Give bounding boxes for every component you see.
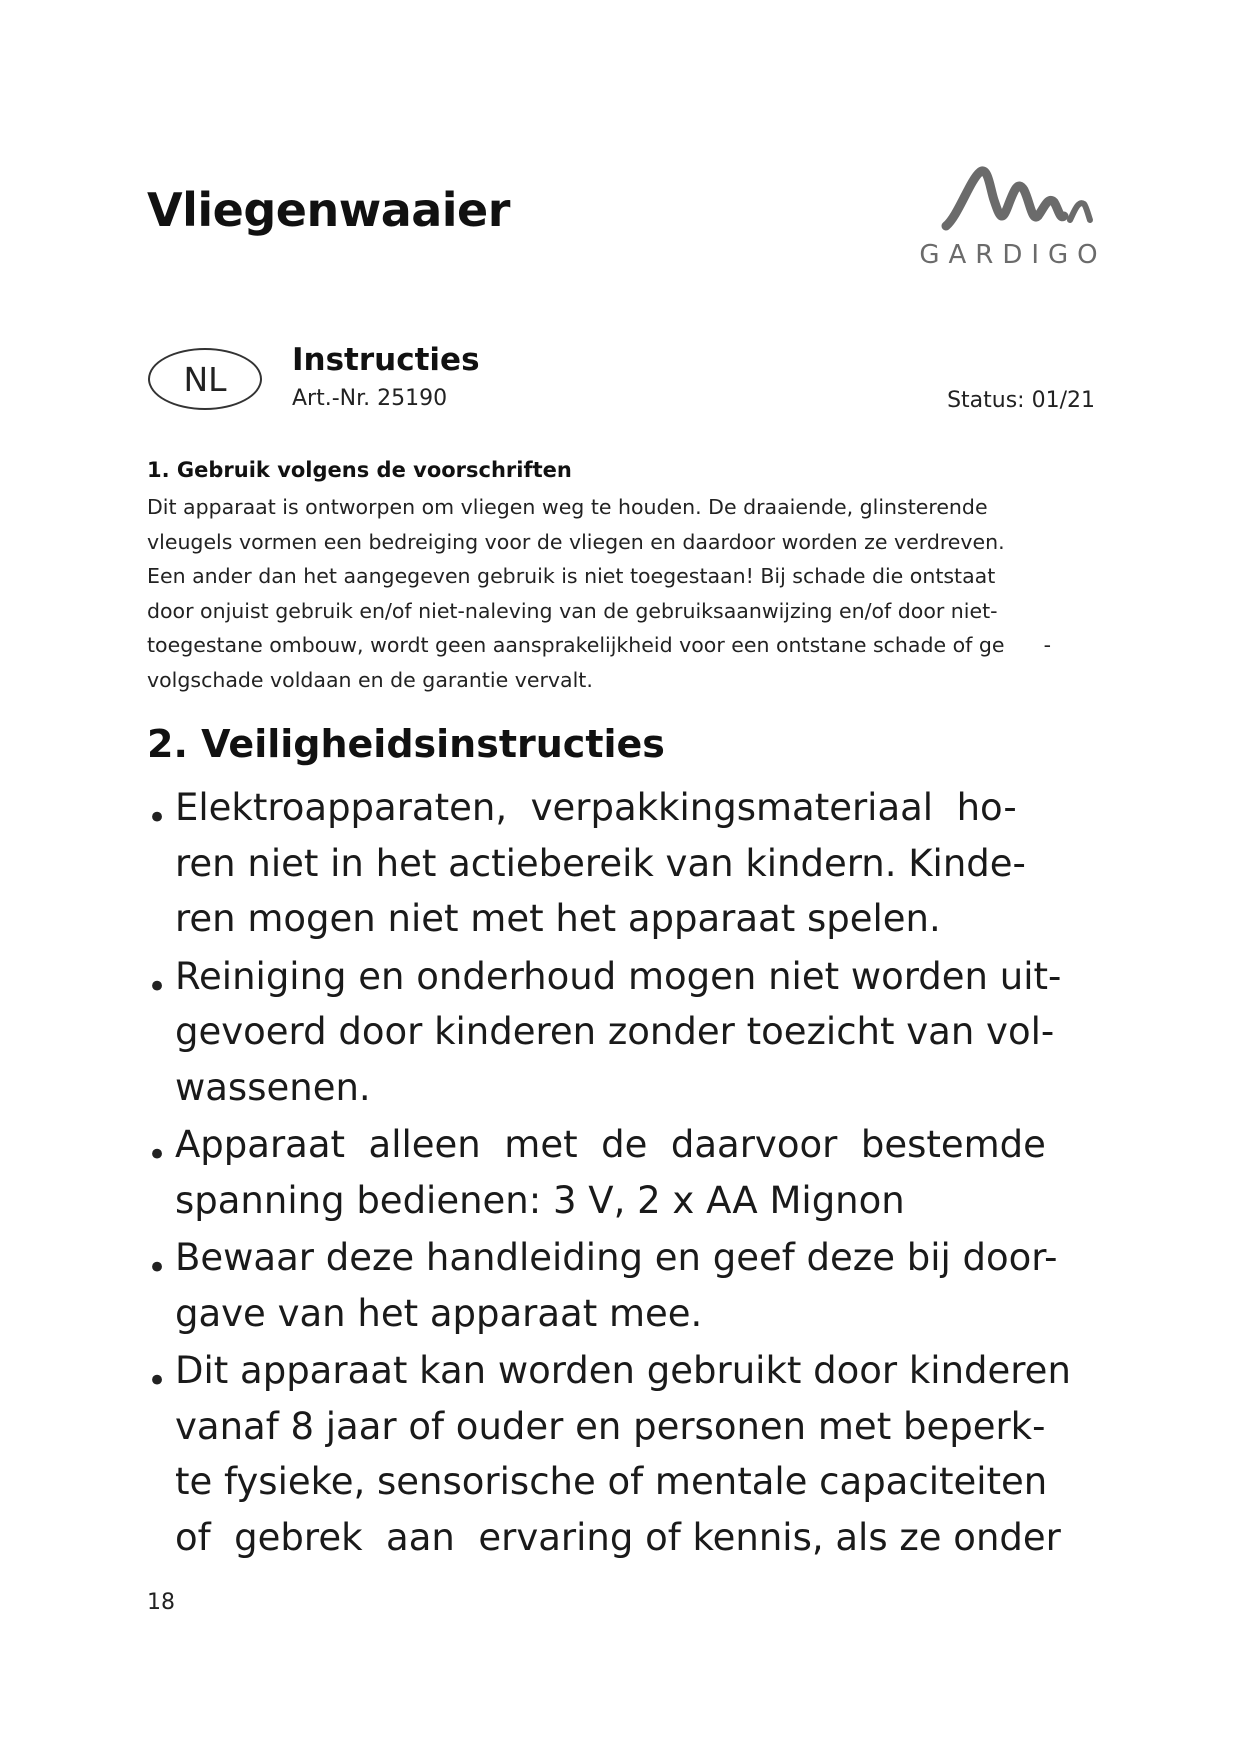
section-1-line: toegestane ombouw, wordt geen aansprakelijkheid voor een ontstane schade of ge -	[147, 633, 1052, 657]
list-item-line: Apparaat alleen met de daarvoor bestemde	[175, 1123, 1046, 1166]
bullet-icon: •	[147, 966, 168, 1007]
list-item-line: of gebrek aan ervaring of kennis, als ze onder	[175, 1515, 1061, 1559]
section-1-line: door onjuist gebruik en/of niet-naleving van de gebruiksaanwijzing en/of door niet-	[147, 598, 998, 623]
list-item-line: Bewaar deze handleiding en geef deze bij door-	[175, 1236, 1058, 1279]
language-badge: NL	[148, 348, 262, 410]
list-item-line: wassenen.	[175, 1065, 371, 1109]
list-item-line: Dit apparaat kan worden gebruikt door kinderen	[175, 1349, 1071, 1392]
section-1-line: volgschade voldaan en de garantie vervalt.	[147, 667, 593, 692]
section-1-line: Dit apparaat is ontworpen om vliegen weg te houden. De draaiende, glinsterende	[147, 495, 988, 519]
list-item-line: gevoerd door kinderen zonder toezicht van vol-	[175, 1010, 1055, 1053]
list-item-line: Elektroapparaten, verpakkingsmateriaal ho-	[175, 786, 1017, 829]
bullet-icon: •	[147, 1361, 168, 1401]
bullet-icon: •	[147, 798, 168, 838]
bullet-icon: •	[147, 1135, 168, 1175]
brand-name: GARDIGO	[919, 240, 1107, 270]
section-1-title: 1. Gebruik volgens de voorschriften	[147, 458, 572, 482]
list-item-line: spanning bedienen: 3 V, 2 x AA Mignon	[175, 1178, 905, 1222]
list-item-line: ren mogen niet met het apparaat spelen.	[175, 897, 941, 940]
section-1-line: vleugels vormen een bedreiging voor de vliegen en daardoor worden ze verdreven.	[147, 529, 1005, 554]
article-number: Art.-Nr. 25190	[292, 386, 448, 411]
section-1-body	[147, 490, 1097, 697]
list-item-line: Reiniging en onderhoud mogen niet worden uit-	[175, 954, 1062, 998]
page-title: Vliegenwaaier	[147, 183, 510, 237]
list-item	[147, 1343, 1107, 1565]
list-item	[147, 949, 1107, 1116]
section-1-line: Een ander dan het aangegeven gebruik is niet toegestaan! Bij schade die ontstaat	[147, 564, 996, 588]
document-status: Status: 01/21	[947, 388, 1095, 413]
page-number: 18	[147, 1590, 175, 1615]
list-item-line: vanaf 8 jaar of ouder en personen met beperk-	[175, 1404, 1046, 1448]
safety-instructions-list	[147, 780, 1107, 1567]
bullet-icon: •	[147, 1248, 168, 1288]
instructions-heading: Instructies	[292, 342, 480, 378]
section-2-title: 2. Veiligheidsinstructies	[147, 722, 665, 766]
logo-wave-icon	[918, 160, 1108, 238]
brand-logo	[918, 160, 1108, 280]
list-item-line: gave van het apparaat mee.	[175, 1291, 703, 1335]
list-item-line: ren niet in het actiebereik van kindern. Kinde-	[175, 841, 1026, 885]
list-item	[147, 780, 1107, 947]
list-item	[147, 1117, 1107, 1228]
list-item	[147, 1230, 1107, 1341]
list-item-line: te fysieke, sensorische of mentale capaciteiten	[175, 1460, 1048, 1503]
